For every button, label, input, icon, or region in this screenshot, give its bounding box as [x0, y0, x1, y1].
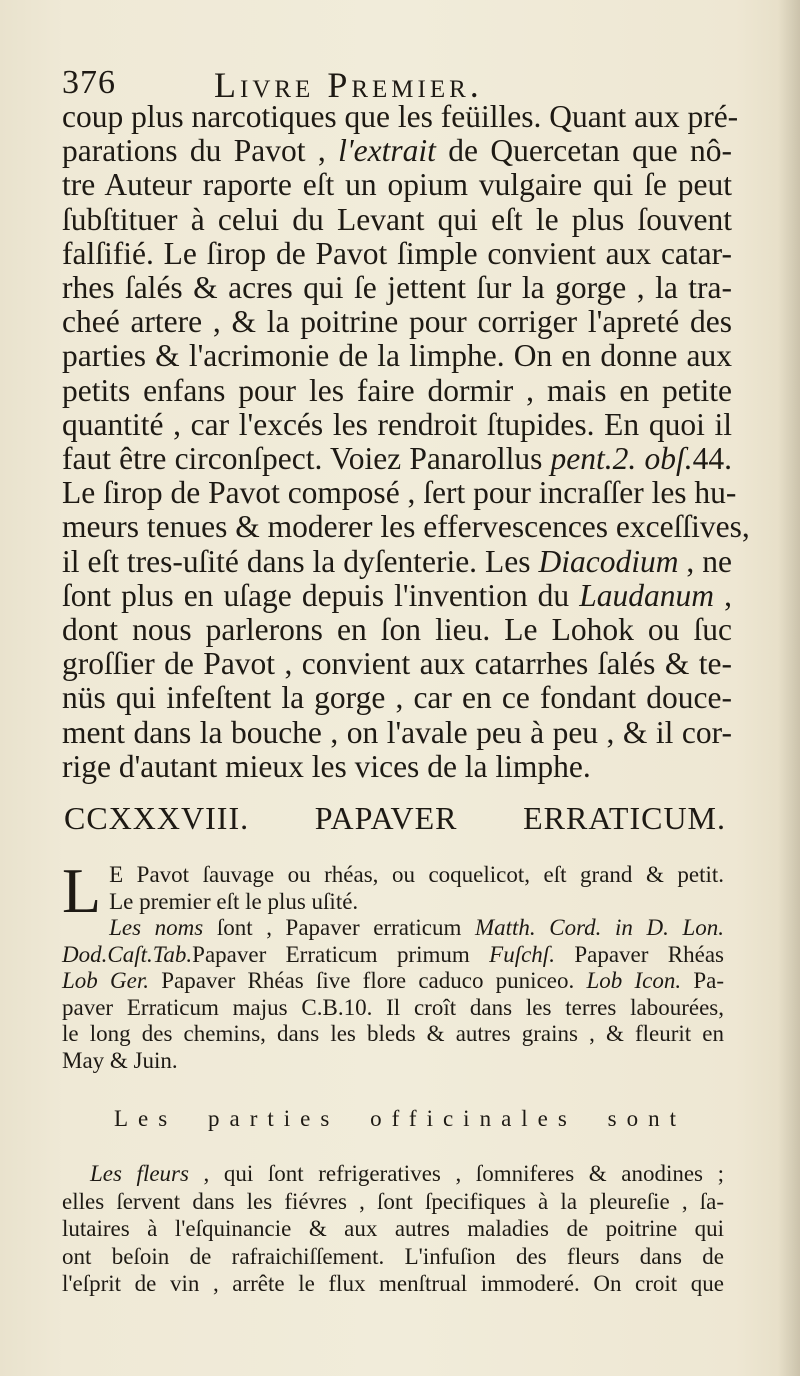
italic-reference: pent.2. obſ. [550, 441, 693, 477]
drop-cap-letter: L [62, 855, 102, 926]
text-line: meurs tenues & moderer les effervescences exceſſives, [62, 509, 750, 545]
italic-reference: Dod.Caſt.Tab. [62, 941, 193, 967]
text-line: Les fleurs , qui ſont refrigeratives , ſomniferes & anodines ; [90, 1161, 724, 1186]
text-line: Les noms ſont , Papaver erraticum Matth. Cord. in D. Lon. [109, 915, 725, 940]
section-heading: CCXXXVIII. PAPAVER ERRATICUM. [64, 800, 726, 836]
text-line: Lob Ger. Papaver Rhéas ſive flore caduco puniceo. Lob Icon. Pa- [62, 968, 724, 993]
italic-reference: Lob Ger. [62, 968, 149, 993]
text-line: tre Auteur raporte eſt un opium vulgaire qui ſe peut [62, 167, 732, 203]
text-line: nüs qui infeſtent la gorge , car en ce fondant douce- [62, 680, 732, 716]
text-line: Dod.Caſt.Tab.Papaver Erraticum primum Fuſchſ. Papaver Rhéas [62, 941, 724, 967]
text-line: parations du Pavot , l'extrait de Quercetan que nô- [62, 133, 732, 169]
page-number: 376 [62, 64, 116, 101]
text-line: rige d'autant mieux les vices de la limphe. [62, 748, 591, 784]
italic-reference: Matth. Cord. in D. Lon. [474, 915, 725, 940]
italic-reference: Fuſchſ. [489, 941, 555, 967]
text-line: lutaires à l'eſquinancie & aux autres maladies de poitrine qui [62, 1216, 724, 1241]
text-line: ont beſoin de rafraichiſſement. L'infuſion des fleurs dans de [62, 1243, 724, 1269]
text-line: il eſt tres-uſité dans la dyſenterie. Les Diacodium , ne [62, 543, 733, 579]
text-line: faut être circonſpect. Voiez Panarollus pent.2. obſ.44. [62, 441, 732, 477]
text-line: ſubſtituer à celui du Levant qui eſt le plus ſouvent [62, 201, 732, 237]
text-line: ment dans la bouche , on l'avale peu à peu , & il cor- [62, 714, 732, 750]
text-line: Le ſirop de Pavot composé , ſert pour incraſſer les hu- [62, 475, 737, 511]
running-title: Livre Premier. [214, 65, 483, 105]
text-line: groſſier de Pavot , convient aux catarrhes ſalés & te- [62, 646, 732, 682]
italic-reference: Lob Icon. [586, 968, 682, 993]
text-line: May & Juin. [62, 1047, 178, 1073]
entry-description [62, 855, 725, 1074]
italic-term: Les noms [109, 915, 204, 940]
text-line: le long des chemins, dans les bleds & autres grains , & fleurit en [62, 1021, 724, 1046]
text-line: l'eſprit de vin , arrête le flux menſtrual immoderé. On croit que [62, 1271, 724, 1296]
italic-term: Laudanum [579, 577, 715, 613]
text-line: E Pavot ſauvage ou rhéas, ou coquelicot, eſt grand & petit. [109, 862, 724, 887]
text-line: paver Erraticum majus C.B.10. Il croît dans les terres labourées, [62, 994, 724, 1020]
italic-term: Diacodium [538, 543, 679, 579]
text-line: dont nous parlerons en ſon lieu. Le Lohok ou ſuc [62, 612, 732, 648]
italic-term: Les fleurs [90, 1161, 189, 1186]
subsection-heading: Les parties officinales sont [114, 1106, 686, 1131]
text-line: ſont plus en uſage depuis l'invention du Laudanum , [62, 577, 732, 613]
text-line: petits enfans pour les faire dormir , mais en petite [62, 372, 732, 408]
text-line: parties & l'acrimonie de la limphe. On en donne aux [62, 338, 732, 374]
text-line: quantité , car l'excés les rendroit ſtupides. En quoi il [62, 406, 732, 442]
text-line: falſifié. Le ſirop de Pavot ſimple convient aux catar- [62, 235, 732, 271]
text-line: elles ſervent dans les fiévres , ſont ſpecifiques à la pleureſie , ſa- [62, 1188, 724, 1214]
italic-term: l'extrait [338, 133, 436, 169]
text-line: cheé artere , & la poitrine pour corriger l'apreté des [62, 304, 732, 340]
officinal-parts-paragraph [62, 1160, 724, 1298]
text-line: coup plus narcotiques que les feüilles. Quant aux pré- [62, 99, 739, 134]
text-line: Le premier eſt le plus uſité. [109, 888, 359, 914]
text-line: rhes ſalés & acres qui ſe jettent ſur la gorge , la tra- [62, 270, 732, 306]
continued-paragraph [62, 99, 750, 784]
